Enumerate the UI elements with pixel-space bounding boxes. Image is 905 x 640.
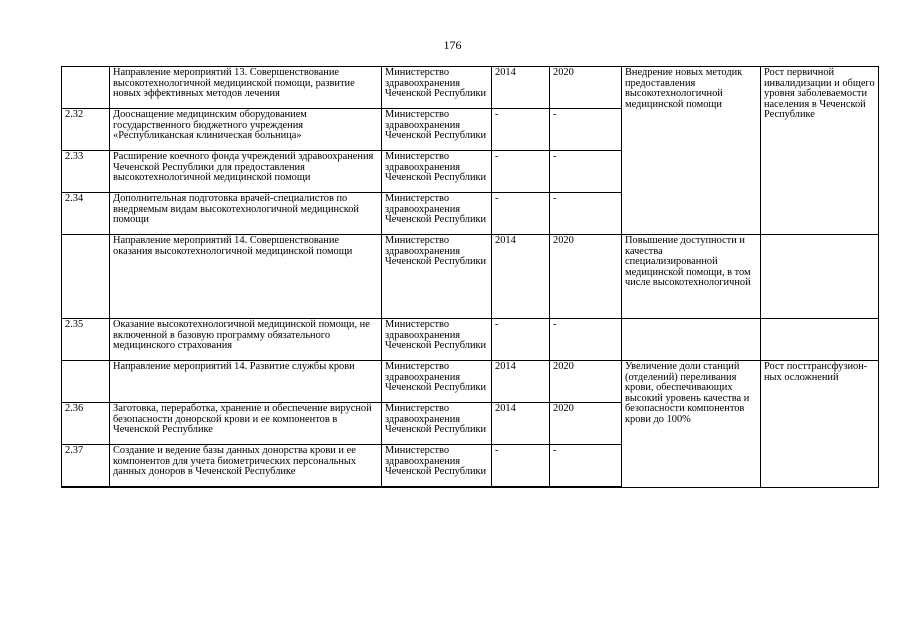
row-indicator: Рост посттрансфузион-ных осложнений <box>761 361 879 488</box>
row-number: 2.35 <box>62 319 110 361</box>
table-row-direction-14-blood <box>62 361 879 403</box>
row-description: Дооснащение медицинским оборудованием государственного бюджетного учреждения «Республиканская клиническая больница» <box>110 109 382 151</box>
row-end-year: 2020 <box>550 235 622 319</box>
row-number <box>62 361 110 403</box>
row-start-year: 2014 <box>492 67 550 109</box>
page-number: 176 <box>443 38 462 52</box>
row-number: 2.34 <box>62 193 110 235</box>
row-description: Направление мероприятий 14. Совершенствование оказания высокотехнологичной медицинской помощи <box>110 235 382 319</box>
row-start-year: - <box>492 319 550 361</box>
row-executor: Министерство здравоохранения Чеченской Республики <box>382 67 492 109</box>
row-number: 2.37 <box>62 445 110 488</box>
row-end-year: 2020 <box>550 67 622 109</box>
row-executor: Министерство здравоохранения Чеченской Республики <box>382 151 492 193</box>
row-end-year: - <box>550 109 622 151</box>
row-end-year: - <box>550 193 622 235</box>
row-description: Заготовка, переработка, хранение и обеспечение вирусной безопасности донорской крови и ее компонентов в Чеченской Республике <box>110 403 382 445</box>
row-description: Дополнительная подготовка врачей-специалистов по внедряемым видам высокотехнологичной медицинской помощи <box>110 193 382 235</box>
row-expected-result: Внедрение новых методик предоставления высокотехнологичной медицинской помощи <box>622 67 761 235</box>
table-row-direction-13 <box>62 67 879 109</box>
row-end-year: - <box>550 151 622 193</box>
row-start-year: 2014 <box>492 361 550 403</box>
row-executor: Министерство здравоохранения Чеченской Республики <box>382 445 492 488</box>
row-indicator: Рост первичной инвалидизации и общего уровня заболеваемости населения в Чеченской Республике <box>761 67 879 235</box>
row-expected-result: Повышение доступности и качества специализированной медицинской помощи, в том числе высокотехнологичной <box>622 235 761 319</box>
row-end-year: 2020 <box>550 361 622 403</box>
row-start-year: - <box>492 445 550 488</box>
row-indicator <box>761 235 879 319</box>
row-executor: Министерство здравоохранения Чеченской Республики <box>382 235 492 319</box>
row-start-year: 2014 <box>492 403 550 445</box>
row-executor: Министерство здравоохранения Чеченской Республики <box>382 109 492 151</box>
row-start-year: - <box>492 193 550 235</box>
row-description: Расширение коечного фонда учреждений здравоохранения Чеченской Республики для предоставления высокотехнологичной медицинской помощи <box>110 151 382 193</box>
row-description: Направление мероприятий 13. Совершенствование высокотехнологичной медицинской помощи, развитие новых эффективных методов лечения <box>110 67 382 109</box>
row-description: Оказание высокотехнологичной медицинской помощи, не включенной в базовую программу обязательного медицинского страхования <box>110 319 382 361</box>
row-start-year: 2014 <box>492 235 550 319</box>
row-description: Создание и ведение базы данных донорства крови и ее компонентов для учета биометрических персональных данных доноров в Чеченской Республике <box>110 445 382 488</box>
row-executor: Министерство здравоохранения Чеченской Республики <box>382 361 492 403</box>
row-number: 2.32 <box>62 109 110 151</box>
row-indicator <box>761 319 879 361</box>
row-end-year: 2020 <box>550 403 622 445</box>
row-start-year: - <box>492 109 550 151</box>
row-end-year: - <box>550 319 622 361</box>
table-row-direction-14-hightech <box>62 235 879 319</box>
row-executor: Министерство здравоохранения Чеченской Республики <box>382 193 492 235</box>
row-number <box>62 235 110 319</box>
row-expected-result <box>622 319 761 361</box>
row-number: 2.36 <box>62 403 110 445</box>
row-executor: Министерство здравоохранения Чеченской Республики <box>382 403 492 445</box>
measures-table <box>61 66 879 488</box>
row-executor: Министерство здравоохранения Чеченской Республики <box>382 319 492 361</box>
row-description: Направление мероприятий 14. Развитие службы крови <box>110 361 382 403</box>
row-end-year: - <box>550 445 622 488</box>
table-row-2-35 <box>62 319 879 361</box>
row-start-year: - <box>492 151 550 193</box>
row-number <box>62 67 110 109</box>
row-expected-result: Увеличение доли станций (отделений) переливания крови, обеспечивающих высокий уровень качества и безопасности компонентов крови до 100% <box>622 361 761 488</box>
row-number: 2.33 <box>62 151 110 193</box>
